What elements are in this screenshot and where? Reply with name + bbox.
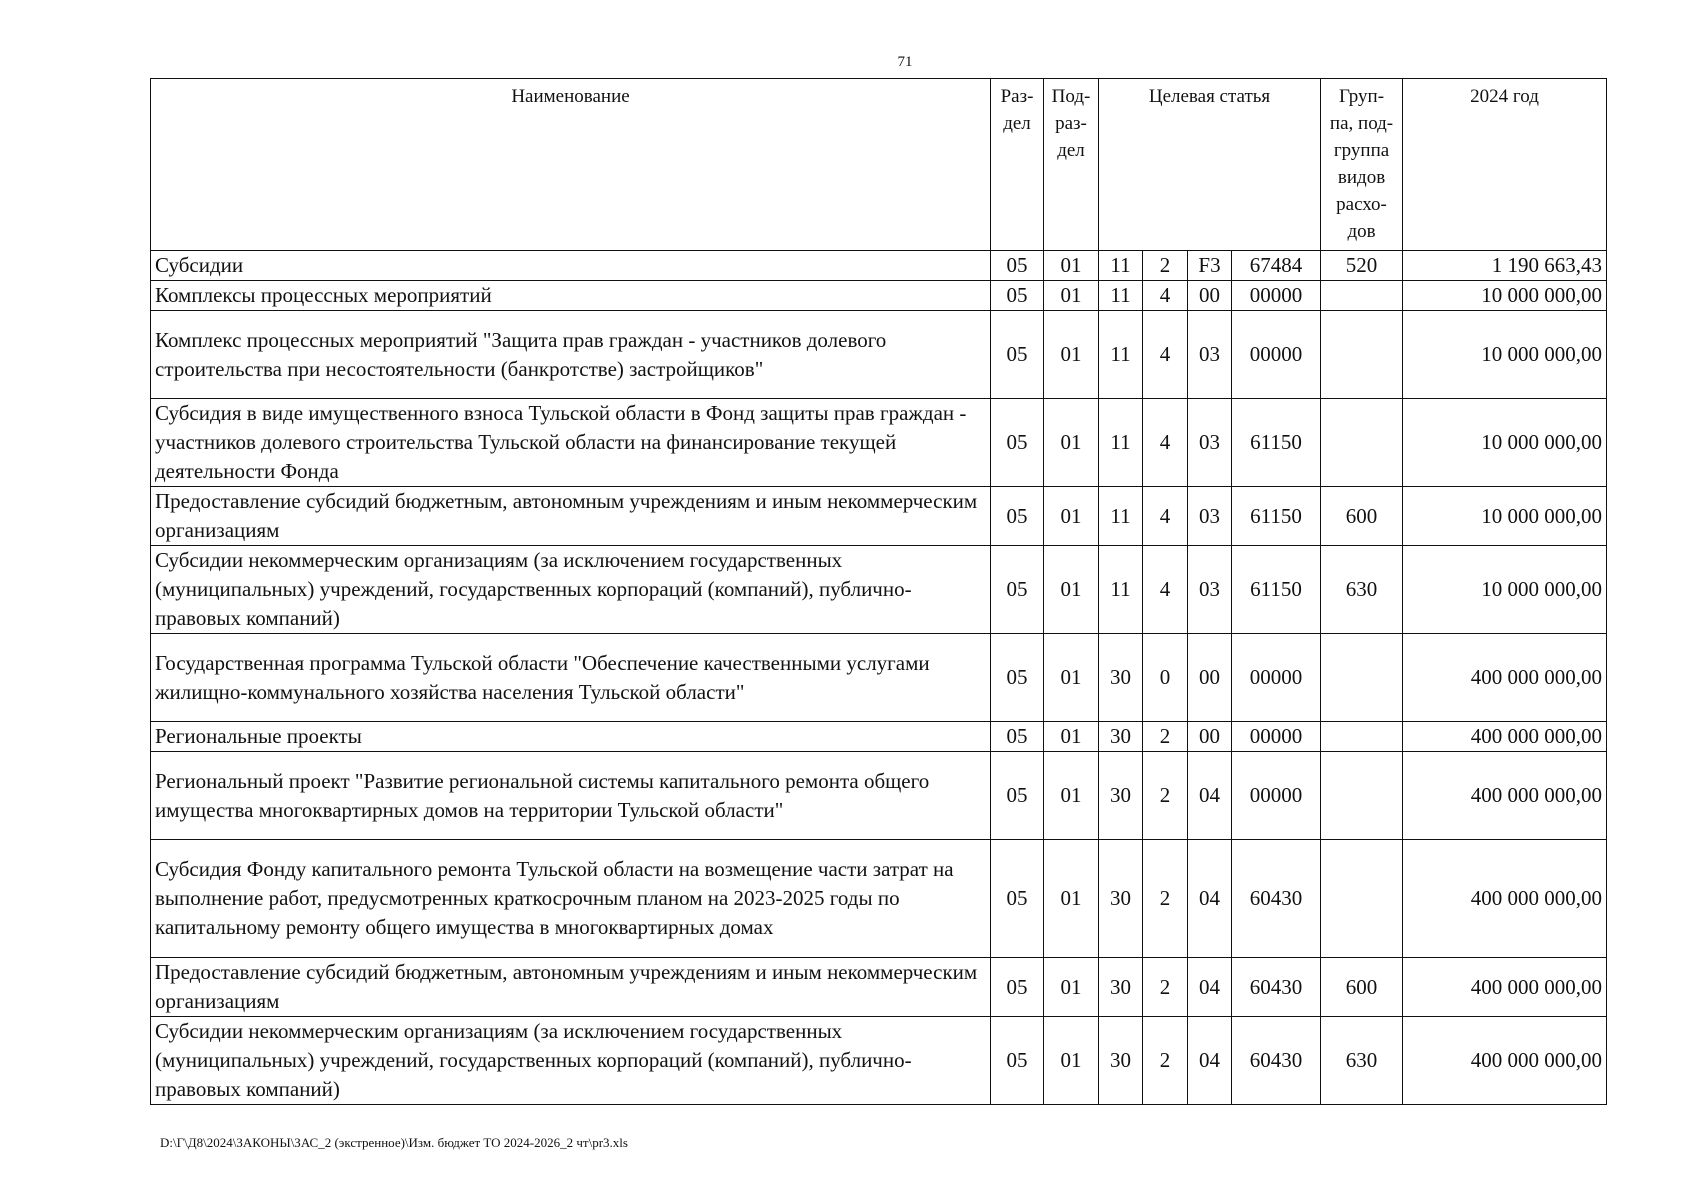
- row-target-event: 04: [1188, 840, 1232, 958]
- row-target-program: 30: [1099, 840, 1143, 958]
- row-name: Субсидии некоммерческим организациям (за исключением государственных (муниципальных) учреждений, государственных корпораций (компаний), публично-правовых компаний): [151, 1017, 991, 1105]
- row-name: Субсидия в виде имущественного взноса Тульской области в Фонд защиты прав граждан - участников долевого строительства Тульской области на финансирование текущей деятельности Фонда: [151, 399, 991, 487]
- row-target-direction: 00000: [1232, 634, 1321, 722]
- row-target-direction: 00000: [1232, 281, 1321, 311]
- header-subsection: [1044, 79, 1099, 251]
- header-target-article: Целевая статья: [1099, 79, 1321, 251]
- row-name: Предоставление субсидий бюджетным, автономным учреждениям и иным некоммерческим организациям: [151, 487, 991, 546]
- row-target-direction: 00000: [1232, 752, 1321, 840]
- header-expense-group: [1321, 79, 1403, 251]
- row-name: Субсидия Фонду капитального ремонта Тульской области на возмещение части затрат на выполнение работ, предусмотренных краткосрочным планом на 2023-2025 годы по капитальному ремонту общего имущества в многоквартирных домах: [151, 840, 991, 958]
- row-section: 05: [991, 722, 1044, 752]
- budget-table: [150, 78, 1607, 1105]
- row-expense-group: 520: [1321, 251, 1403, 281]
- row-section: 05: [991, 1017, 1044, 1105]
- row-target-subprogram: 0: [1143, 634, 1188, 722]
- page-number: 71: [897, 54, 913, 70]
- header-name: Наименование: [151, 79, 991, 251]
- row-expense-group: [1321, 634, 1403, 722]
- row-expense-group: [1321, 722, 1403, 752]
- row-target-direction: 67484: [1232, 251, 1321, 281]
- row-target-subprogram: 2: [1143, 722, 1188, 752]
- row-target-program: 30: [1099, 958, 1143, 1017]
- row-target-program: 30: [1099, 722, 1143, 752]
- row-subsection: 01: [1044, 634, 1099, 722]
- header-year: 2024 год: [1403, 79, 1607, 251]
- row-target-event: 00: [1188, 634, 1232, 722]
- row-section: 05: [991, 634, 1044, 722]
- row-target-direction: 61150: [1232, 399, 1321, 487]
- row-name: Комплекс процессных мероприятий "Защита прав граждан - участников долевого строительства при несостоятельности (банкротстве) застройщиков": [151, 311, 991, 399]
- row-amount: 400 000 000,00: [1403, 840, 1607, 958]
- row-target-direction: 60430: [1232, 840, 1321, 958]
- table-row: [151, 399, 1607, 487]
- row-target-subprogram: 4: [1143, 487, 1188, 546]
- row-section: 05: [991, 311, 1044, 399]
- row-expense-group: [1321, 752, 1403, 840]
- row-target-program: 11: [1099, 546, 1143, 634]
- file-path-footer: D:\Г\Д8\2024\ЗАКОНЫ\ЗАС_2 (экстренное)\Изм. бюджет ТО 2024-2026_2 чт\pr3.xls: [160, 1135, 628, 1150]
- row-subsection: 01: [1044, 251, 1099, 281]
- row-amount: 400 000 000,00: [1403, 958, 1607, 1017]
- row-target-event: 03: [1188, 311, 1232, 399]
- row-subsection: 01: [1044, 752, 1099, 840]
- row-target-subprogram: 2: [1143, 840, 1188, 958]
- row-target-program: 30: [1099, 752, 1143, 840]
- row-target-program: 30: [1099, 1017, 1143, 1105]
- row-section: 05: [991, 281, 1044, 311]
- row-target-subprogram: 2: [1143, 752, 1188, 840]
- row-amount: 400 000 000,00: [1403, 752, 1607, 840]
- row-target-direction: 60430: [1232, 958, 1321, 1017]
- table-row: [151, 958, 1607, 1017]
- row-expense-group: 630: [1321, 546, 1403, 634]
- header-section-text: Раз- дел: [1000, 86, 1034, 134]
- row-target-direction: 00000: [1232, 311, 1321, 399]
- row-target-program: 11: [1099, 281, 1143, 311]
- row-expense-group: 600: [1321, 958, 1403, 1017]
- row-amount: 10 000 000,00: [1403, 487, 1607, 546]
- row-expense-group: [1321, 840, 1403, 958]
- row-subsection: 01: [1044, 958, 1099, 1017]
- row-section: 05: [991, 546, 1044, 634]
- row-target-program: 30: [1099, 634, 1143, 722]
- row-target-program: 11: [1099, 311, 1143, 399]
- table-row: [151, 487, 1607, 546]
- row-target-direction: 61150: [1232, 546, 1321, 634]
- row-target-event: 04: [1188, 1017, 1232, 1105]
- row-target-event: 04: [1188, 958, 1232, 1017]
- row-target-subprogram: 4: [1143, 311, 1188, 399]
- row-amount: 10 000 000,00: [1403, 281, 1607, 311]
- row-expense-group: [1321, 399, 1403, 487]
- row-amount: 400 000 000,00: [1403, 1017, 1607, 1105]
- row-target-subprogram: 2: [1143, 251, 1188, 281]
- row-target-event: 03: [1188, 546, 1232, 634]
- row-name: Комплексы процессных мероприятий: [151, 281, 991, 311]
- row-section: 05: [991, 487, 1044, 546]
- table-row: [151, 546, 1607, 634]
- header-row: [151, 79, 1607, 251]
- row-target-subprogram: 4: [1143, 281, 1188, 311]
- table-row: [151, 840, 1607, 958]
- row-target-subprogram: 4: [1143, 546, 1188, 634]
- row-subsection: 01: [1044, 840, 1099, 958]
- header-expense-group-text: Груп- па, под- группа видов расхо- дов: [1329, 86, 1394, 242]
- row-target-direction: 60430: [1232, 1017, 1321, 1105]
- row-name: Региональный проект "Развитие региональной системы капитального ремонта общего имущества многоквартирных домов на территории Тульской области": [151, 752, 991, 840]
- row-section: 05: [991, 840, 1044, 958]
- row-expense-group: [1321, 311, 1403, 399]
- row-subsection: 01: [1044, 722, 1099, 752]
- row-amount: 400 000 000,00: [1403, 634, 1607, 722]
- row-target-event: 04: [1188, 752, 1232, 840]
- row-expense-group: [1321, 281, 1403, 311]
- row-amount: 400 000 000,00: [1403, 722, 1607, 752]
- row-subsection: 01: [1044, 1017, 1099, 1105]
- row-target-event: 03: [1188, 399, 1232, 487]
- row-name: Субсидии: [151, 251, 991, 281]
- row-name: Государственная программа Тульской области "Обеспечение качественными услугами жилищно-коммунального хозяйства населения Тульской области": [151, 634, 991, 722]
- row-subsection: 01: [1044, 311, 1099, 399]
- row-target-subprogram: 2: [1143, 1017, 1188, 1105]
- row-target-subprogram: 2: [1143, 958, 1188, 1017]
- row-target-program: 11: [1099, 399, 1143, 487]
- row-expense-group: 630: [1321, 1017, 1403, 1105]
- row-target-event: F3: [1188, 251, 1232, 281]
- row-target-program: 11: [1099, 251, 1143, 281]
- table-row: [151, 752, 1607, 840]
- row-subsection: 01: [1044, 546, 1099, 634]
- header-section: [991, 79, 1044, 251]
- row-name: Предоставление субсидий бюджетным, автономным учреждениям и иным некоммерческим организациям: [151, 958, 991, 1017]
- row-subsection: 01: [1044, 399, 1099, 487]
- row-amount: 1 190 663,43: [1403, 251, 1607, 281]
- row-amount: 10 000 000,00: [1403, 399, 1607, 487]
- row-subsection: 01: [1044, 281, 1099, 311]
- table-row: [151, 722, 1607, 752]
- row-target-program: 11: [1099, 487, 1143, 546]
- row-section: 05: [991, 251, 1044, 281]
- row-name: Региональные проекты: [151, 722, 991, 752]
- table-row: [151, 251, 1607, 281]
- row-subsection: 01: [1044, 487, 1099, 546]
- row-target-event: 00: [1188, 281, 1232, 311]
- row-amount: 10 000 000,00: [1403, 311, 1607, 399]
- table-row: [151, 1017, 1607, 1105]
- table-row: [151, 634, 1607, 722]
- row-name: Субсидии некоммерческим организациям (за исключением государственных (муниципальных) учреждений, государственных корпораций (компаний), публично-правовых компаний): [151, 546, 991, 634]
- table-row: [151, 281, 1607, 311]
- table-row: [151, 311, 1607, 399]
- row-section: 05: [991, 752, 1044, 840]
- row-section: 05: [991, 958, 1044, 1017]
- row-target-event: 00: [1188, 722, 1232, 752]
- row-section: 05: [991, 399, 1044, 487]
- row-amount: 10 000 000,00: [1403, 546, 1607, 634]
- row-target-subprogram: 4: [1143, 399, 1188, 487]
- row-target-direction: 61150: [1232, 487, 1321, 546]
- row-target-direction: 00000: [1232, 722, 1321, 752]
- header-subsection-text: Под- раз- дел: [1051, 86, 1091, 161]
- row-target-event: 03: [1188, 487, 1232, 546]
- row-expense-group: 600: [1321, 487, 1403, 546]
